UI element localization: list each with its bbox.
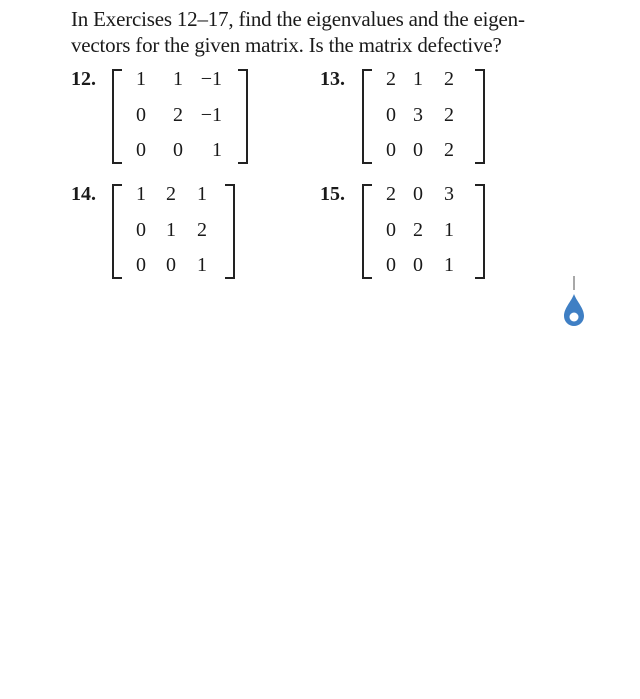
right-bracket xyxy=(475,69,485,164)
right-bracket xyxy=(225,184,235,279)
matrix-cell: 0 xyxy=(386,254,396,276)
instruction-line-1: In Exercises 12–17, find the eigenvalues and the eigen- xyxy=(71,7,525,31)
matrix-cell: 0 xyxy=(136,139,146,161)
matrix-cell: 0 xyxy=(413,139,423,161)
matrix-cell: 0 xyxy=(166,254,176,276)
matrix-cell: 0 xyxy=(136,254,146,276)
matrix-cell: 0 xyxy=(136,104,146,126)
matrix-cell: 0 xyxy=(413,183,423,205)
matrix-cell: 1 xyxy=(136,68,146,90)
matrix-cell: 1 xyxy=(413,68,423,90)
matrix-cell: 0 xyxy=(136,219,146,241)
exercise-number: 13. xyxy=(320,68,345,90)
matrix-cell: 0 xyxy=(413,254,423,276)
drop-handle-icon[interactable] xyxy=(563,276,585,330)
matrix-cell: 2 xyxy=(386,183,396,205)
matrix-cell: 3 xyxy=(413,104,423,126)
matrix-cell: 0 xyxy=(386,219,396,241)
matrix-cell: 2 xyxy=(173,104,183,126)
matrix-cell: 2 xyxy=(197,219,207,241)
exercise-number: 15. xyxy=(320,183,345,205)
matrix-cell: −1 xyxy=(200,68,222,90)
matrix-cell: 1 xyxy=(444,254,454,276)
exercise-number: 12. xyxy=(71,68,96,90)
matrix-cell: 1 xyxy=(173,68,183,90)
matrix-cell: 1 xyxy=(136,183,146,205)
matrix-cell: 2 xyxy=(386,68,396,90)
matrix-cell: 1 xyxy=(444,219,454,241)
matrix-cell: −1 xyxy=(200,104,222,126)
matrix-cell: 3 xyxy=(444,183,454,205)
right-bracket xyxy=(475,184,485,279)
matrix xyxy=(362,183,454,277)
matrix-cell: 1 xyxy=(166,219,176,241)
matrix-cell: 2 xyxy=(444,139,454,161)
matrix-cell: 1 xyxy=(212,139,222,161)
matrix xyxy=(112,183,207,277)
matrix-cell: 1 xyxy=(197,183,207,205)
right-bracket xyxy=(238,69,248,164)
matrix-cell: 2 xyxy=(444,68,454,90)
matrix-cell: 2 xyxy=(413,219,423,241)
matrix-cell: 0 xyxy=(386,104,396,126)
matrix-cell: 0 xyxy=(173,139,183,161)
matrix-cell: 2 xyxy=(166,183,176,205)
matrix-cell: 0 xyxy=(386,139,396,161)
matrix-cell: 2 xyxy=(444,104,454,126)
matrix xyxy=(112,68,222,162)
instruction-line-2: vectors for the given matrix. Is the matrix defective? xyxy=(71,33,502,57)
matrix-cell: 1 xyxy=(197,254,207,276)
exercise-number: 14. xyxy=(71,183,96,205)
matrix xyxy=(362,68,454,162)
instruction-text xyxy=(71,6,591,58)
